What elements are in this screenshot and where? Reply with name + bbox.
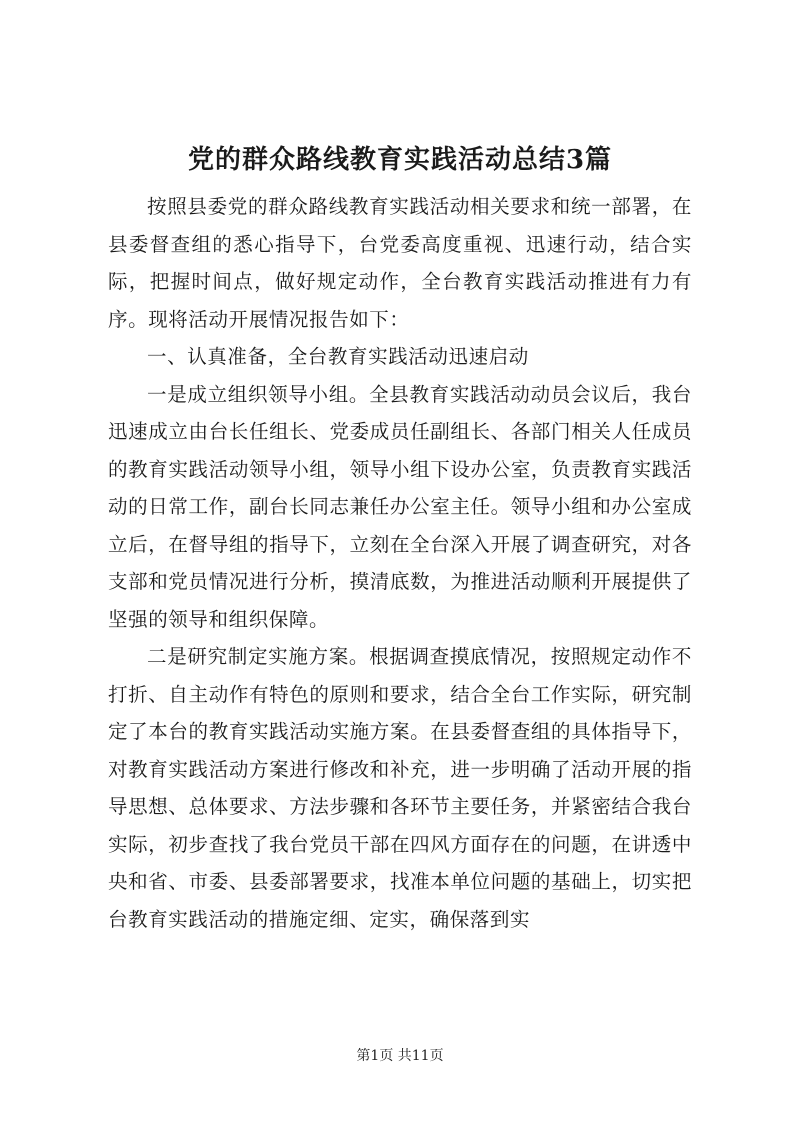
page-number-footer: 第1页 共11页 [356,1048,444,1064]
paragraph-leadership-group: 一是成立组织领导小组。全县教育实践活动动员会议后，我台迅速成立由台长任组长、党委成员任副组长、各部门相关人任成员的教育实践活动领导小组，领导小组下设办公室，负责教育实践活动的日常工作，副台长同志兼任办公室主任。领导小组和办公室成立后，在督导组的指导下，立刻在全台深入开展了调查研究，对各支部和党员情况进行分析，摸清底数，为推进活动顺利开展提供了坚强的领导和组织保障。 [108,382,692,631]
document-body [108,188,692,938]
section-heading: 一、认真准备，全台教育实践活动迅速启动 [147,345,529,368]
paragraph-intro: 按照县委党的群众路线教育实践活动相关要求和统一部署，在县委督查组的悉心指导下，台党委高度重视、迅速行动，结合实际，把握时间点，做好规定动作，全台教育实践活动推进有力有序。现将活动开展情况报告如下： [108,195,692,331]
paragraph-implementation-plan: 二是研究制定实施方案。根据调查摸底情况，按照规定动作不打折、自主动作有特色的原则和要求，结合全台工作实际，研究制定了本台的教育实践活动实施方案。在县委督查组的具体指导下，对教育实践活动方案进行修改和补充，进一步明确了活动开展的指导思想、总体要求、方法步骤和各环节主要任务，并紧密结合我台实际，初步查找了我台党员干部在四风方面存在的问题，在讲透中央和省、市委、县委部署要求，找准本单位问题的基础上，切实把台教育实践活动的措施定细、定实，确保落到实 [108,645,692,931]
document-title: 党的群众路线教育实践活动总结3篇 [187,145,613,175]
